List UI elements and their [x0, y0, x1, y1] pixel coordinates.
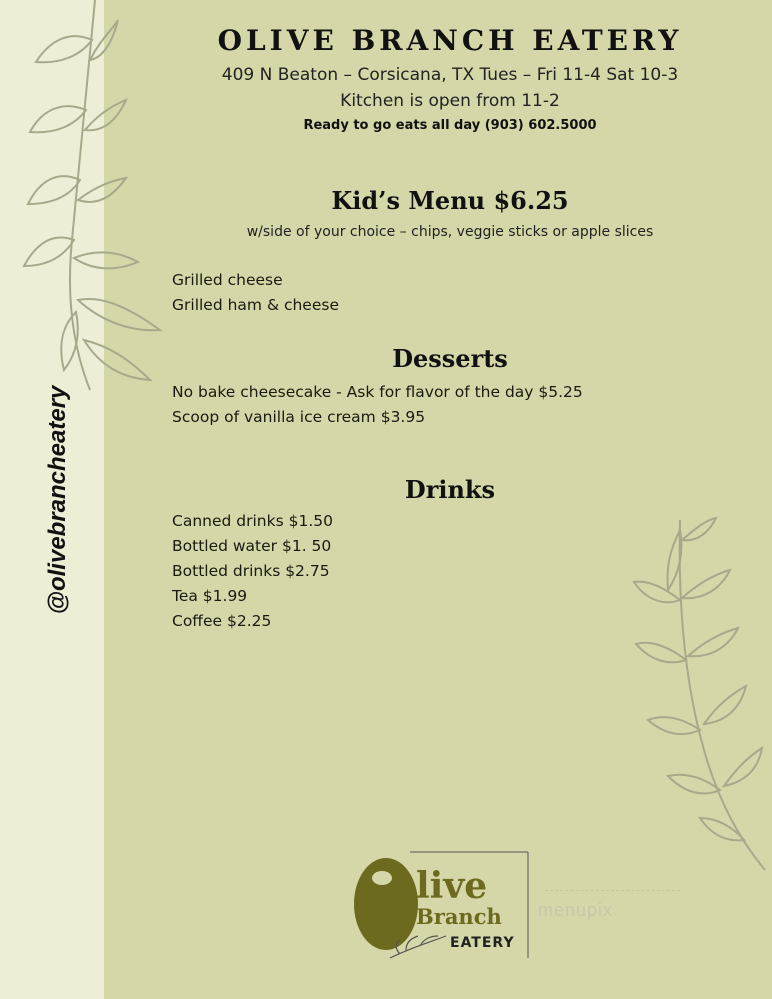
watermark: menupix — [538, 900, 614, 920]
list-item: Grilled cheese — [172, 271, 283, 289]
logo-branch-text: Branch — [416, 904, 502, 929]
kids-menu-title: Kid’s Menu $6.25 — [331, 186, 569, 215]
kids-menu-subtitle: w/side of your choice – chips, veggie sticks or apple slices — [246, 224, 654, 240]
logo-eatery-text: EATERY — [450, 935, 515, 951]
list-item: Bottled drinks $2.75 — [172, 562, 330, 580]
logo-live-text: live — [416, 865, 488, 907]
list-item: Tea $1.99 — [172, 587, 248, 605]
olive-branch-left-icon — [0, 0, 170, 400]
list-item: Bottled water $1. 50 — [172, 537, 332, 555]
drinks-title: Drinks — [404, 475, 496, 504]
watermark-divider — [545, 890, 680, 891]
togo-phone: Ready to go eats all day (903) 602.5000 — [303, 118, 597, 133]
kitchen-hours: Kitchen is open from 11-2 — [340, 91, 560, 111]
address-hours: 409 N Beaton – Corsicana, TX Tues – Fri 11-4 Sat 10-3 — [221, 65, 679, 85]
desserts-title: Desserts — [392, 344, 508, 373]
restaurant-title: OLIVE BRANCH EATERY — [217, 24, 683, 57]
drinks-list — [172, 509, 333, 634]
kids-menu-list — [172, 268, 339, 318]
list-item: Coffee $2.25 — [172, 612, 272, 630]
list-item: No bake cheesecake - Ask for flavor of the day $5.25 — [172, 383, 583, 401]
list-item: Canned drinks $1.50 — [172, 512, 333, 530]
header — [150, 22, 750, 136]
list-item: Grilled ham & cheese — [172, 296, 339, 314]
olive-branch-right-icon — [620, 510, 772, 880]
desserts-list — [172, 380, 583, 430]
olive-branch-logo — [350, 850, 532, 962]
instagram-handle: @olivebrancheatery — [44, 385, 71, 615]
list-item: Scoop of vanilla ice cream $3.95 — [172, 408, 426, 426]
